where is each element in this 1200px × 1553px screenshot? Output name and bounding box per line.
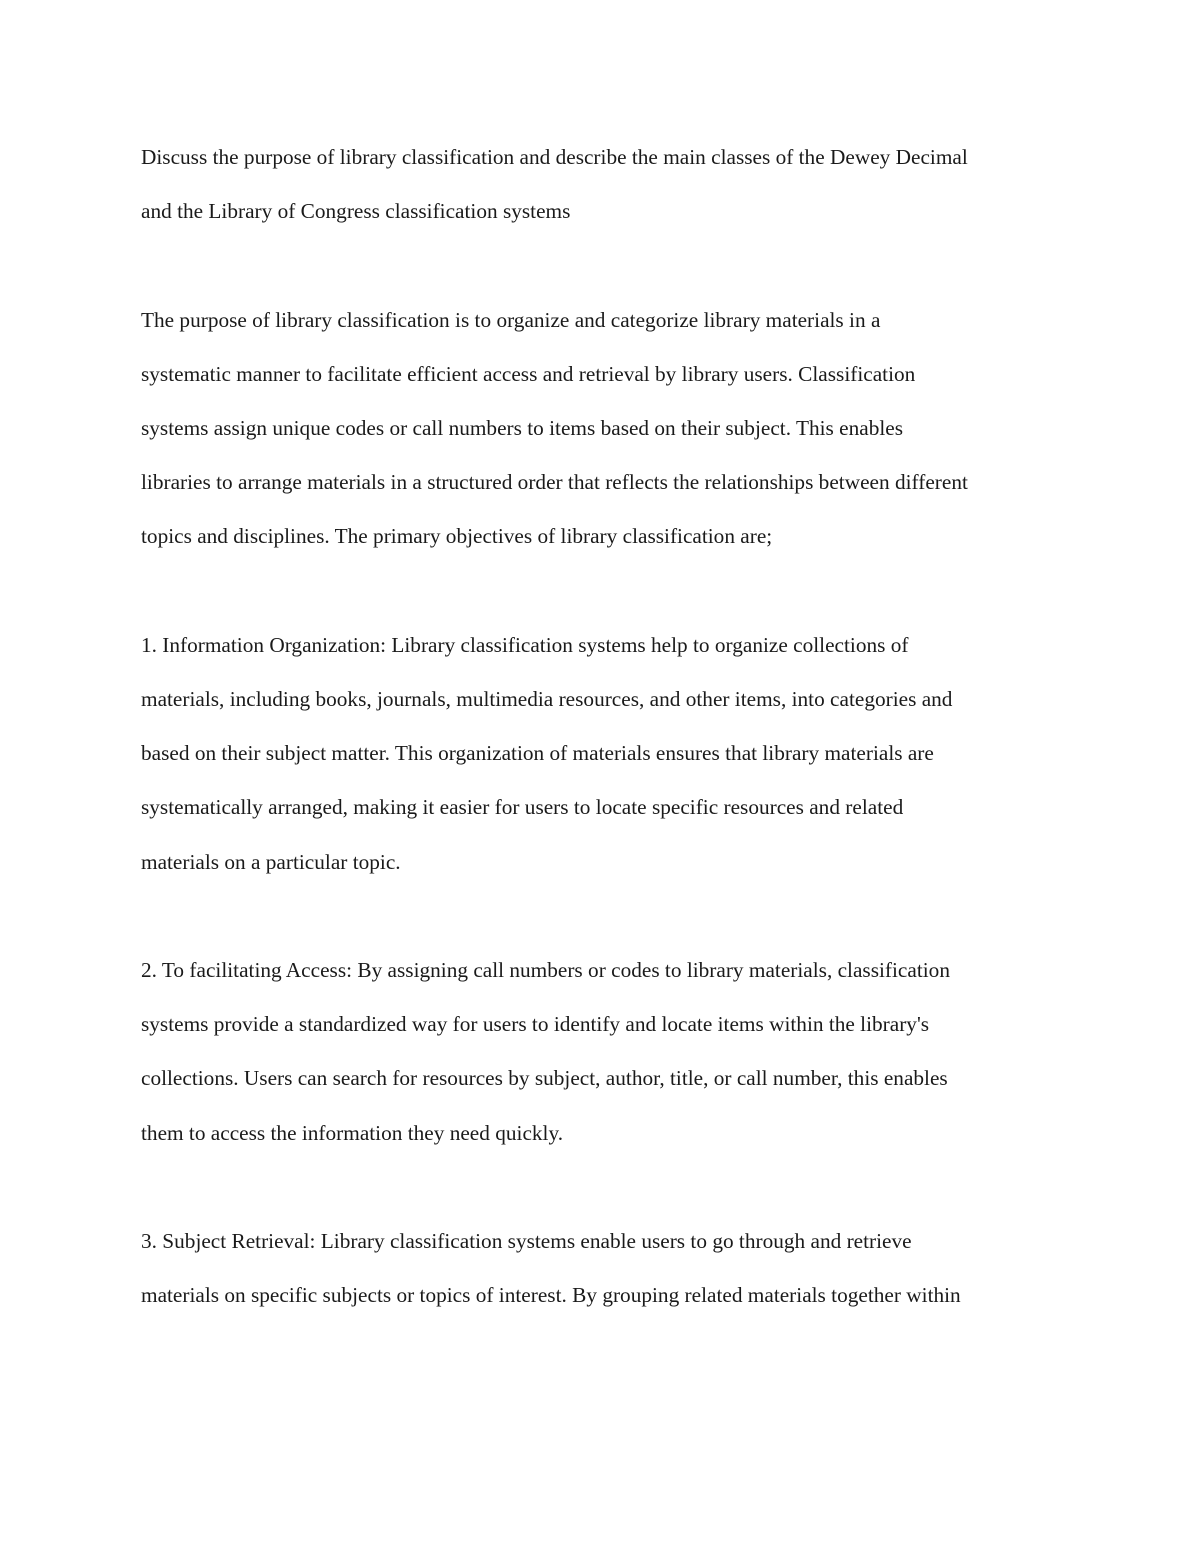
point-1-paragraph [141, 618, 1071, 889]
text-line: systematically arranged, making it easier for users to locate specific resources and related [141, 795, 904, 820]
text-line: topics and disciplines. The primary objectives of library classification are; [141, 524, 773, 549]
text-line: Discuss the purpose of library classification and describe the main classes of the Dewey Decimal [141, 145, 968, 169]
text-line: 2. To facilitating Access: By assigning call numbers or codes to library materials, classification [141, 958, 950, 982]
text-line: 3. Subject Retrieval: Library classification systems enable users to go through and retrieve [141, 1229, 912, 1253]
text-line: The purpose of library classification is to organize and categorize library materials in a [141, 307, 881, 332]
intro-paragraph [141, 293, 1071, 564]
point-2-paragraph [141, 943, 1071, 1160]
text-line: systems provide a standardized way for users to identify and locate items within the library's [141, 1012, 930, 1037]
text-line: materials on specific subjects or topics of interest. By grouping related materials together within [141, 1283, 961, 1308]
document-body [141, 130, 1071, 1377]
text-line: collections. Users can search for resources by subject, author, title, or call number, this enables [141, 1066, 948, 1091]
text-line: materials, including books, journals, multimedia resources, and other items, into categories and [141, 687, 953, 711]
point-3-paragraph [141, 1214, 1071, 1322]
text-line: based on their subject matter. This organization of materials ensures that library materials are [141, 741, 934, 766]
text-line: them to access the information they need quickly. [141, 1120, 564, 1145]
text-line: and the Library of Congress classification systems [141, 199, 571, 224]
text-line: systematic manner to facilitate efficient access and retrieval by library users. Classification [141, 361, 916, 386]
text-line: systems assign unique codes or call numbers to items based on their subject. This enables [141, 416, 904, 440]
text-line: materials on a particular topic. [141, 849, 401, 874]
question-paragraph [141, 130, 1071, 238]
text-line: 1. Information Organization: Library classification systems help to organize collections of [141, 632, 909, 657]
text-line: libraries to arrange materials in a structured order that reflects the relationships between different [141, 470, 968, 495]
